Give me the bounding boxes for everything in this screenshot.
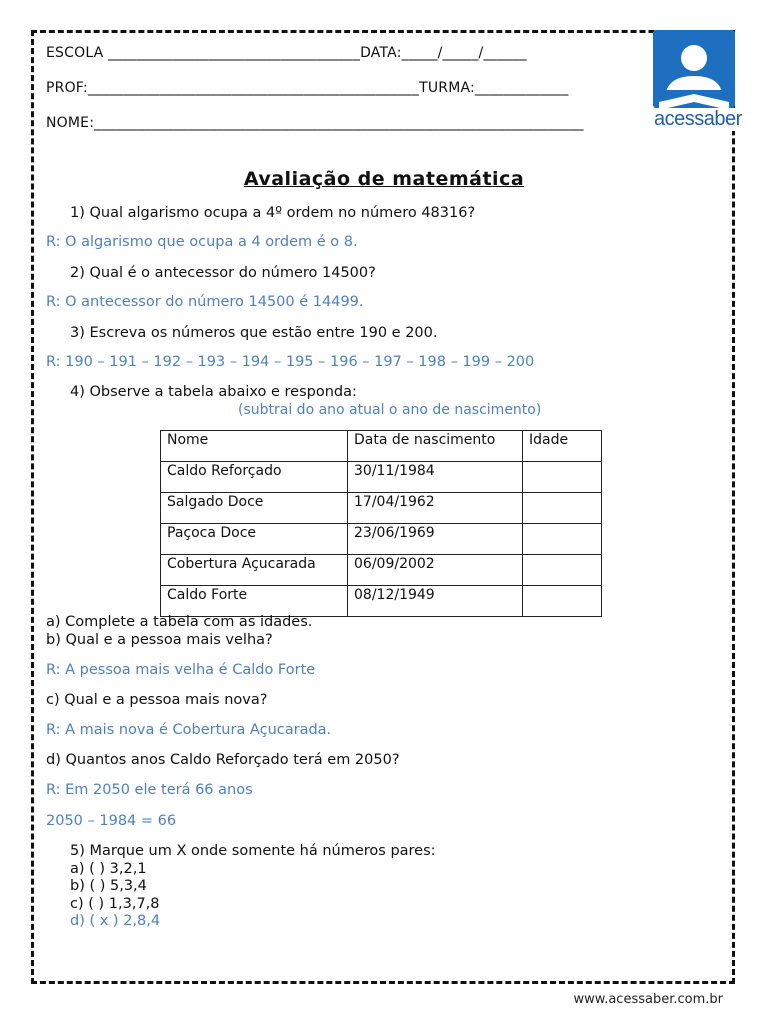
table-row: [161, 586, 602, 617]
answer-1: R: O algarismo que ocupa a 4 ordem é o 8.: [46, 234, 358, 250]
table-cell-nome: Salgado Doce: [161, 493, 348, 524]
header-prof: PROF:______________________________________________TURMA:_____________: [46, 80, 569, 96]
table-cell-idade: [523, 555, 602, 586]
answer-4d: R: Em 2050 ele terá 66 anos: [46, 782, 253, 798]
question-4d: d) Quantos anos Caldo Reforçado terá em 2050?: [46, 752, 400, 768]
option-a: a) ( ) 3,2,1: [70, 861, 147, 877]
question-4a: a) Complete a tabela com as idades.: [46, 614, 313, 630]
table-row: [161, 555, 602, 586]
page-title: Avaliação de matemática: [243, 168, 525, 190]
question-1: 1) Qual algarismo ocupa a 4º ordem no número 48316?: [70, 205, 476, 221]
question-4b: b) Qual e a pessoa mais velha?: [46, 632, 273, 648]
table-cell-idade: [523, 462, 602, 493]
answer-3: R: 190 – 191 – 192 – 193 – 194 – 195 – 196 – 197 – 198 – 199 – 200: [46, 354, 535, 370]
question-4: 4) Observe a tabela abaixo e responda:: [70, 384, 357, 400]
answer-4d-calc: 2050 – 1984 = 66: [46, 813, 177, 829]
answer-2: R: O antecessor do número 14500 é 14499.: [46, 294, 364, 310]
table-cell-data: 06/09/2002: [348, 555, 523, 586]
birthdate-table: [160, 430, 602, 617]
question-4-hint: (subtrai do ano atual o ano de nascimento): [238, 402, 542, 418]
table-header-data: Data de nascimento: [348, 431, 523, 462]
table-cell-nome: Caldo Reforçado: [161, 462, 348, 493]
table-cell-nome: Caldo Forte: [161, 586, 348, 617]
option-c: c) ( ) 1,3,7,8: [70, 896, 160, 912]
footer-url: www.acessaber.com.br: [573, 992, 723, 1007]
table-header-row: [161, 431, 602, 462]
logo-wordmark: acessaber: [654, 108, 742, 130]
table-cell-data: 23/06/1969: [348, 524, 523, 555]
table-cell-nome: Paçoca Doce: [161, 524, 348, 555]
question-5: 5) Marque um X onde somente há números pares:: [70, 843, 436, 859]
answer-4b: R: A pessoa mais velha é Caldo Forte: [46, 662, 316, 678]
header-nome: NOME:____________________________________________________________________: [46, 115, 584, 131]
table-row: [161, 462, 602, 493]
table-cell-data: 17/04/1962: [348, 493, 523, 524]
table-header-idade: Idade: [523, 431, 602, 462]
option-b: b) ( ) 5,3,4: [70, 878, 147, 894]
question-2: 2) Qual é o antecessor do número 14500?: [70, 265, 376, 281]
table-header-nome: Nome: [161, 431, 348, 462]
question-3: 3) Escreva os números que estão entre 190 e 200.: [70, 325, 438, 341]
table-row: [161, 524, 602, 555]
table-cell-data: 08/12/1949: [348, 586, 523, 617]
table-cell-idade: [523, 586, 602, 617]
header-escola: ESCOLA ___________________________________DATA:_____/_____/______: [46, 45, 527, 61]
question-4c: c) Qual e a pessoa mais nova?: [46, 692, 268, 708]
answer-4c: R: A mais nova é Cobertura Açucarada.: [46, 722, 332, 738]
table-cell-idade: [523, 493, 602, 524]
table-cell-idade: [523, 524, 602, 555]
table-row: [161, 493, 602, 524]
table-cell-nome: Cobertura Açucarada: [161, 555, 348, 586]
option-d-marked: d) ( x ) 2,8,4: [70, 913, 161, 929]
table-cell-data: 30/11/1984: [348, 462, 523, 493]
